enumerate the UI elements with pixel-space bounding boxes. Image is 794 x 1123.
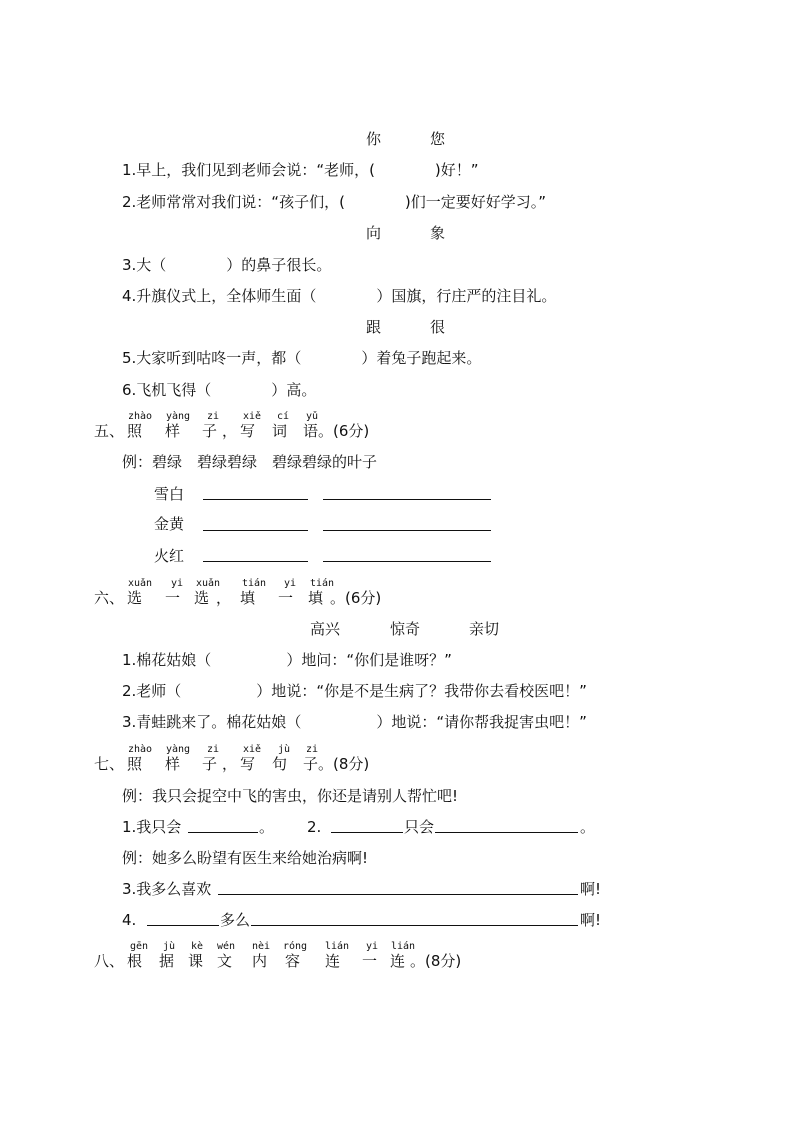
pinyin: zi xyxy=(306,744,319,755)
hanzi: 连 xyxy=(390,952,406,970)
answer-line[interactable] xyxy=(323,530,491,531)
question-6-3: 3.青蛙跳来了。棉花姑娘（ ）地说：“请你帮我捉害虫吧！” xyxy=(122,713,587,731)
word-choice-ni: 你 xyxy=(366,130,382,148)
pinyin: zhào xyxy=(128,411,153,422)
hanzi: 容 xyxy=(285,952,301,970)
answer-line[interactable] xyxy=(147,925,219,926)
question-7-2-mid: 只会 xyxy=(404,818,435,836)
pinyin: jù xyxy=(278,744,291,755)
pinyin: nèi xyxy=(252,941,271,952)
pinyin: yi xyxy=(171,578,184,589)
score: 。(6分) xyxy=(330,589,382,607)
pinyin: xiě xyxy=(243,411,262,422)
pinyin: lián xyxy=(391,941,416,952)
hanzi: 连 xyxy=(325,952,341,970)
hanzi: 一 xyxy=(362,952,378,970)
section-number: 七、 xyxy=(94,755,125,773)
question-7-3-start: 3.我多么喜欢 xyxy=(122,880,212,898)
question-4-1: 1.早上，我们见到老师会说：“老师，( )好！” xyxy=(122,161,479,179)
section-number: 八、 xyxy=(94,952,125,970)
hanzi: 子 xyxy=(303,755,319,773)
hanzi: 填 xyxy=(308,589,324,607)
pinyin: xiě xyxy=(243,744,262,755)
pinyin: zhào xyxy=(128,744,153,755)
word-choice-nin: 您 xyxy=(430,130,446,148)
pinyin: tián xyxy=(242,578,267,589)
pinyin: róng xyxy=(283,941,308,952)
section-number: 五、 xyxy=(94,422,125,440)
hanzi: 照 xyxy=(127,755,143,773)
pinyin: yàng xyxy=(166,411,191,422)
pinyin: yǔ xyxy=(306,411,319,422)
hanzi: 据 xyxy=(159,952,175,970)
pinyin: tián xyxy=(310,578,335,589)
hanzi: 照 xyxy=(127,422,143,440)
answer-line[interactable] xyxy=(218,894,578,895)
word-choice-xiang2: 象 xyxy=(430,224,446,242)
hanzi: 语 xyxy=(303,422,319,440)
word-choice-gen: 跟 xyxy=(366,318,382,336)
question-7-4-end: 啊! xyxy=(580,911,602,929)
answer-line[interactable] xyxy=(251,925,578,926)
answer-line[interactable] xyxy=(203,561,308,562)
pinyin: yi xyxy=(284,578,297,589)
pinyin: yi xyxy=(366,941,379,952)
pinyin: lián xyxy=(325,941,350,952)
question-7-4-start: 4. xyxy=(122,911,137,929)
pinyin: kè xyxy=(191,941,204,952)
pinyin: yàng xyxy=(166,744,191,755)
pinyin: wén xyxy=(217,941,236,952)
answer-line[interactable] xyxy=(323,561,491,562)
hanzi: 根 xyxy=(127,952,143,970)
item-xuebai: 雪白 xyxy=(154,485,185,503)
pinyin: zi xyxy=(207,744,220,755)
answer-line[interactable] xyxy=(435,832,578,833)
question-6-2: 2.老师（ ）地说：“你是不是生病了？我带你去看校医吧！” xyxy=(122,682,587,700)
pinyin: cí xyxy=(277,411,290,422)
word-choice-gaoxing: 高兴 xyxy=(310,620,341,638)
comma: ， xyxy=(222,755,238,773)
hanzi: 句 xyxy=(272,755,288,773)
question-7-2-start: 2. xyxy=(307,818,322,836)
question-7-1-start: 1.我只会 xyxy=(122,818,182,836)
hanzi: 内 xyxy=(252,952,268,970)
pinyin: jù xyxy=(163,941,176,952)
answer-line[interactable] xyxy=(323,499,491,500)
hanzi: 写 xyxy=(240,755,256,773)
hanzi: 选 xyxy=(194,589,210,607)
score: 。(8分) xyxy=(318,755,370,773)
example-7-2: 例：她多么盼望有医生来给她治病啊! xyxy=(122,849,369,867)
word-choice-jingqi: 惊奇 xyxy=(390,620,421,638)
question-4-6: 6.飞机飞得（ ）高。 xyxy=(122,381,317,399)
question-7-2-end: 。 xyxy=(580,818,596,836)
hanzi: 子 xyxy=(202,422,218,440)
answer-line[interactable] xyxy=(203,530,308,531)
word-choice-qinqie: 亲切 xyxy=(469,620,500,638)
hanzi: 课 xyxy=(188,952,204,970)
question-4-3: 3.大（ ）的鼻子很长。 xyxy=(122,256,332,274)
hanzi: 样 xyxy=(165,755,181,773)
hanzi: 一 xyxy=(165,589,181,607)
hanzi: 词 xyxy=(272,422,288,440)
comma: ， xyxy=(216,589,232,607)
example-5: 例：碧绿 碧绿碧绿 碧绿碧绿的叶子 xyxy=(122,453,378,471)
question-7-1-end: 。 xyxy=(259,818,275,836)
score: 。(6分) xyxy=(318,422,370,440)
question-4-5: 5.大家听到咕咚一声，都（ ）着兔子跑起来。 xyxy=(122,349,482,367)
item-huohong: 火红 xyxy=(154,547,185,565)
section-number: 六、 xyxy=(94,589,125,607)
hanzi: 样 xyxy=(165,422,181,440)
question-4-2: 2.老师常常对我们说：“孩子们，( )们一定要好好学习。” xyxy=(122,193,547,211)
score: 。(8分) xyxy=(410,952,462,970)
hanzi: 写 xyxy=(240,422,256,440)
question-4-4: 4.升旗仪式上，全体师生面（ ）国旗，行庄严的注目礼。 xyxy=(122,287,557,305)
pinyin: xuǎn xyxy=(128,578,153,589)
hanzi: 文 xyxy=(217,952,233,970)
example-7-1: 例：我只会捉空中飞的害虫，你还是请别人帮忙吧! xyxy=(122,787,459,805)
hanzi: 填 xyxy=(240,589,256,607)
word-choice-hen: 很 xyxy=(430,318,446,336)
hanzi: 一 xyxy=(278,589,294,607)
pinyin: xuǎn xyxy=(196,578,221,589)
answer-line[interactable] xyxy=(203,499,308,500)
pinyin: gēn xyxy=(130,941,149,952)
question-7-3-end: 啊! xyxy=(580,880,602,898)
pinyin: zi xyxy=(207,411,220,422)
hanzi: 子 xyxy=(202,755,218,773)
question-7-4-mid: 多么 xyxy=(220,911,251,929)
answer-line[interactable] xyxy=(188,832,258,833)
hanzi: 选 xyxy=(127,589,143,607)
question-6-1: 1.棉花姑娘（ ）地问：“你们是谁呀？” xyxy=(122,651,452,669)
comma: ， xyxy=(222,422,238,440)
word-choice-xiang: 向 xyxy=(366,224,382,242)
answer-line[interactable] xyxy=(331,832,403,833)
item-jinhuang: 金黄 xyxy=(154,515,185,533)
